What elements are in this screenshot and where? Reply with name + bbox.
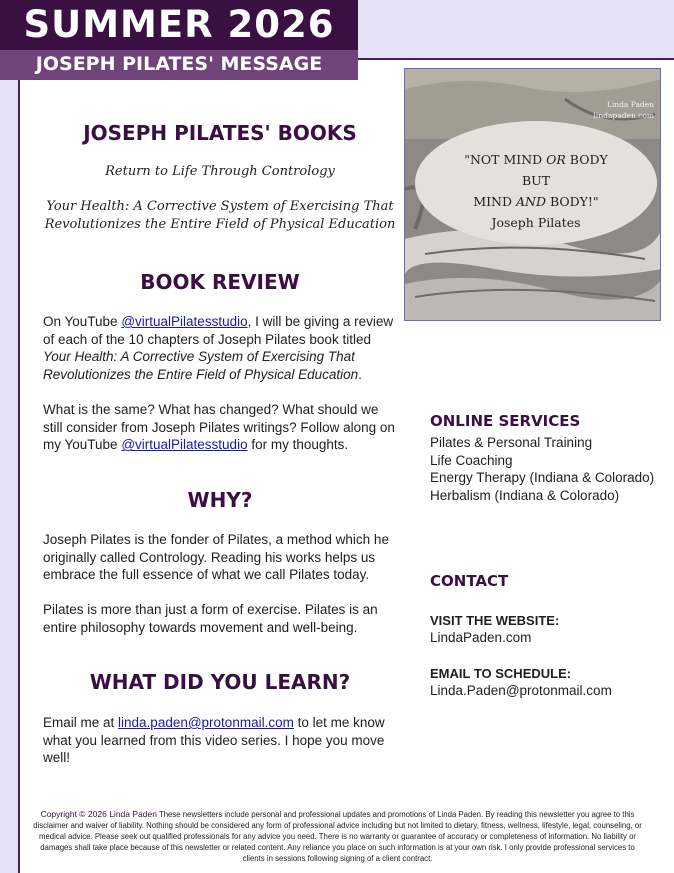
service-item: Pilates & Personal Training bbox=[430, 435, 593, 450]
quote-author: Joseph Pilates bbox=[491, 215, 581, 230]
why-paragraph-2: Pilates is more than just a form of exercise. Pilates is an entire philosophy towards movement and well-being. bbox=[43, 602, 378, 635]
why-heading: WHY? bbox=[187, 488, 253, 512]
watermark-site: lindapaden.com bbox=[593, 111, 654, 120]
photo-watermark bbox=[594, 99, 654, 121]
book-title-2: Your Health: A Corrective System of Exercising That Revolutionizes the Entire Field of Physical Education bbox=[44, 199, 396, 232]
service-item: Energy Therapy (Indiana & Colorado) bbox=[430, 470, 655, 486]
watermark-name: Linda Paden bbox=[606, 100, 654, 109]
service-item: Life Coaching bbox=[430, 452, 513, 468]
review-text: On YouTube bbox=[43, 314, 122, 329]
disclaimer-text: These newsletters include personal and professional updates and promotions of Linda Paden. By reading this newsletter you agree to this disclaimer and waiver of liability. Nothing should be considered any form of professional advice including but not limited to dietary, fitness, wellness, lifestyle, legal, counseling, or medical advice. Please seek out qualified professionals for any advice you need. There is no warranty or guarantee of accuracy or completeness of information. No liability or damages shall take place because of this newsletter or related content. Any reliance you place on such information is at your own risk. I only provide professional services to clients in sessions following signing of a client contract. bbox=[33, 810, 642, 863]
footer-disclaimer bbox=[30, 809, 645, 865]
why-paragraph-1: Joseph Pilates is the fonder of Pilates, a method which he originally called Contrology. Reading his works helps us embrace the full essence of what we call Pilates today. bbox=[43, 532, 389, 583]
youtube-channel-link[interactable]: @virtualPilatesstudio bbox=[121, 314, 248, 329]
services-heading: ONLINE SERVICES bbox=[430, 412, 581, 430]
contact-email[interactable]: Linda.Paden@protonmail.com bbox=[430, 683, 612, 698]
pilates-quote bbox=[415, 149, 657, 233]
book-title-inline: Your Health: A Corrective System of Exercising That Revolutionizes the Entire Field of Physical Education bbox=[43, 349, 359, 382]
header-divider bbox=[358, 58, 674, 60]
quote-line-3: MIND AND BODY!" bbox=[473, 194, 599, 209]
newsletter-subtitle: JOSEPH PILATES' MESSAGE bbox=[35, 53, 323, 75]
quote-line-1: "NOT MIND OR BODY bbox=[464, 152, 608, 167]
review-text: for my thoughts. bbox=[247, 437, 349, 453]
review-paragraph-2 bbox=[43, 401, 398, 454]
learn-heading: WHAT DID YOU LEARN? bbox=[89, 670, 351, 694]
services-list bbox=[430, 434, 654, 504]
books-heading: JOSEPH PILATES' BOOKS bbox=[83, 121, 357, 145]
learn-paragraph bbox=[43, 714, 398, 767]
email-link[interactable]: linda.paden@protonmail.com bbox=[118, 715, 294, 730]
contact-heading: CONTACT bbox=[430, 572, 509, 590]
quote-photo bbox=[404, 68, 661, 321]
website-label: VISIT THE WEBSITE: bbox=[430, 613, 560, 628]
left-margin-divider bbox=[18, 80, 20, 873]
youtube-channel-link[interactable]: @virtualPilatesstudio bbox=[121, 437, 248, 453]
copyright: Copyright © 2026 Linda Paden bbox=[40, 809, 157, 819]
learn-text: to let me know what you learned from this video series. I hope you move well! bbox=[43, 715, 385, 766]
website-link[interactable]: LindaPaden.com bbox=[430, 630, 532, 645]
service-item: Herbalism (Indiana & Colorado) bbox=[430, 487, 620, 503]
review-text: , I will be giving a review of each of the 10 chapters of Joseph Pilates book titled bbox=[43, 314, 394, 347]
left-margin-band bbox=[0, 80, 18, 873]
review-paragraph-1 bbox=[43, 313, 398, 383]
learn-text: Email me at bbox=[43, 715, 119, 730]
email-label: EMAIL TO SCHEDULE: bbox=[430, 666, 572, 681]
review-text: What is the same? What has changed? What should we still consider from Joseph Pilates writings? Follow along on my YouTube bbox=[43, 402, 395, 453]
header-band bbox=[358, 0, 674, 58]
book-title-1: Return to Life Through Contrology bbox=[105, 164, 335, 179]
quote-line-2: BUT bbox=[521, 173, 551, 188]
review-text: . bbox=[358, 366, 362, 382]
newsletter-title: SUMMER 2026 bbox=[23, 3, 335, 46]
review-heading: BOOK REVIEW bbox=[140, 270, 300, 294]
